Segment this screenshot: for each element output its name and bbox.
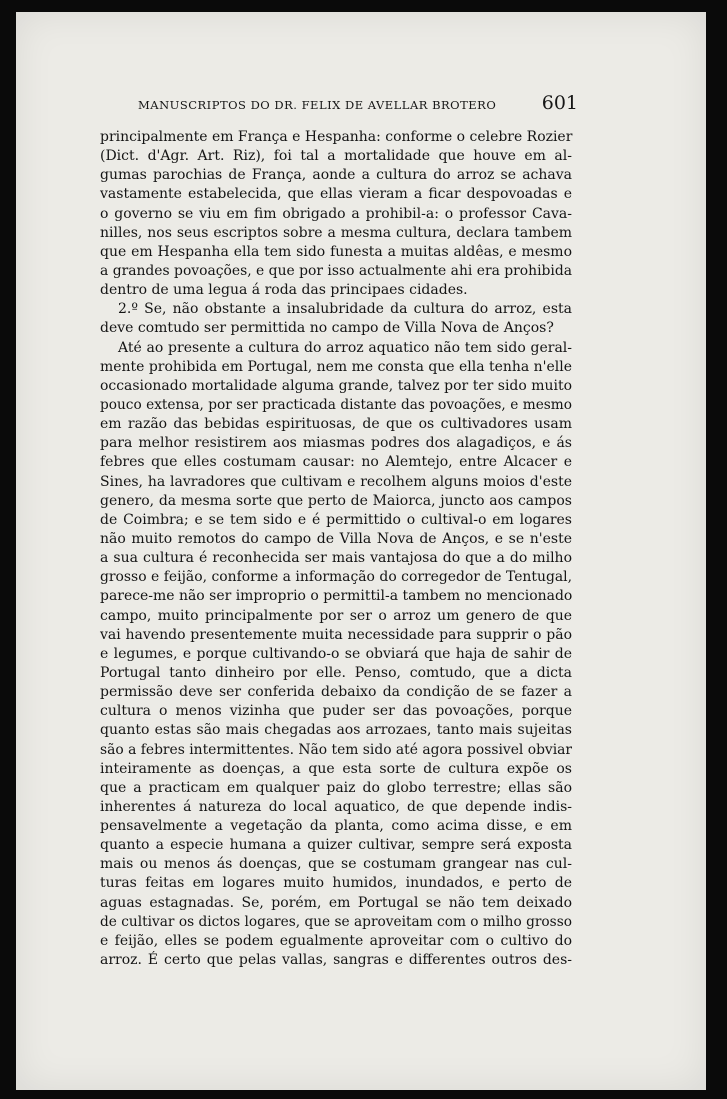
text-line: quanto estas são mais chegadas aos arrozaes, tanto mais sujeitas [100,722,572,739]
text-line: que a practicam em qualquer paiz do globo terrestre; ellas são [100,779,572,796]
page-header [138,92,578,116]
text-line: a grandes povoações, e que por isso actualmente ahi era prohibida [100,262,572,279]
text-line: mais ou menos ás doenças, que se costumam grangear nas cul- [100,856,572,873]
text-line: turas feitas em logares muito humidos, inundados, e perto de [100,875,572,892]
text-line: occasionado mortalidade alguma grande, talvez por ter sido muito [100,377,572,394]
text-line: 2.º Se, não obstante a insalubridade da cultura do arroz, esta [118,301,572,318]
text-line: aguas estagnadas. Se, porém, em Portugal se não tem deixado [100,894,572,911]
text-line: em razão das bebidas espirituosas, de que os cultivadores usam [100,416,572,433]
text-line: febres que elles costumam causar: no Alemtejo, entre Alcacer e [100,454,572,471]
text-line: principalmente em França e Hespanha: conforme o celebre Rozier [100,129,573,145]
text-line: dentro de uma legua á roda das principaes cidades. [100,282,468,299]
page-number: 601 [541,92,578,114]
text-line: o governo se viu em fim obrigado a prohibil-a: o professor Cava- [100,205,572,222]
text-line: vastamente estabelecida, que ellas vieram a ficar despovoadas e [100,186,572,203]
running-title: MANUSCRIPTOS DO DR. FELIX DE AVELLAR BROTERO [138,98,497,112]
text-line: parece-me não ser improprio o permittil-a tambem no mencionado [100,588,573,605]
text-line: (Dict. d'Agr. Art. Riz), foi tal a mortalidade que houve em al- [100,148,572,165]
text-line: Sines, ha lavradores que cultivam e recolhem alguns moios d'este [100,473,572,490]
text-line: de Coimbra; e se tem sido e é permittido o cultival-o em logares [100,511,572,528]
text-line: de cultivar os dictos logares, que se aproveitam com o milho grosso [100,913,572,930]
text-line: pensavelmente a vegetação da planta, como acima disse, e em [100,818,572,835]
text-line: não muito remotos do campo de Villa Nova de Anços, e se n'este [100,530,572,547]
body-text [100,128,572,968]
text-line: inherentes á natureza do local aquatico, de que depende indis- [100,798,572,815]
text-line: grosso e feijão, conforme a informação do corregedor de Tentugal, [100,569,572,586]
text-line: pouco extensa, por ser practicada distante das povoações, e mesmo [100,396,572,413]
text-line: que em Hespanha ella tem sido funesta a muitas aldêas, e mesmo [100,243,572,260]
text-line: são a febres intermittentes. Não tem sido até agora possivel obviar [100,741,573,758]
text-line: Portugal tanto dinheiro por elle. Penso, comtudo, que a dicta [100,664,572,681]
text-line: cultura o menos vizinha que puder ser das povoações, porque [100,703,572,720]
text-line: campo, muito principalmente por ser o arroz um genero de que [100,607,572,624]
text-line: e feijão, elles se podem egualmente aproveitar com o cultivo do [100,932,572,949]
text-line: e legumes, e porque cultivando-o se obviará que haja de sahir de [100,645,572,662]
text-line: arroz. É certo que pelas vallas, sangras e differentes outros des- [100,952,572,969]
text-line: genero, da mesma sorte que perto de Maiorca, juncto aos campos [100,492,572,509]
text-line: a sua cultura é reconhecida ser mais vantajosa do que a do milho [100,550,572,567]
text-line: gumas parochias de França, aonde a cultura do arroz se achava [100,167,572,184]
text-line: nilles, nos seus escriptos sobre a mesma cultura, declara tambem [100,224,572,241]
text-line: vai havendo presentemente muita necessidade para supprir o pão [100,626,572,643]
text-line: mente prohibida em Portugal, nem me consta que ella tenha n'elle [100,358,572,375]
text-line: deve comtudo ser permittida no campo de Villa Nova de Anços? [100,320,554,337]
text-line: permissão deve ser conferida debaixo da condição de se fazer a [100,684,572,701]
text-line: Até ao presente a cultura do arroz aquatico não tem sido geral- [118,339,572,356]
text-line: para melhor resistirem aos miasmas podres dos alagadiços, e ás [100,435,572,452]
text-line: quanto a especie humana a quizer cultivar, sempre será exposta [100,837,572,854]
text-line: inteiramente as doenças, a que esta sorte de cultura expõe os [100,760,572,777]
